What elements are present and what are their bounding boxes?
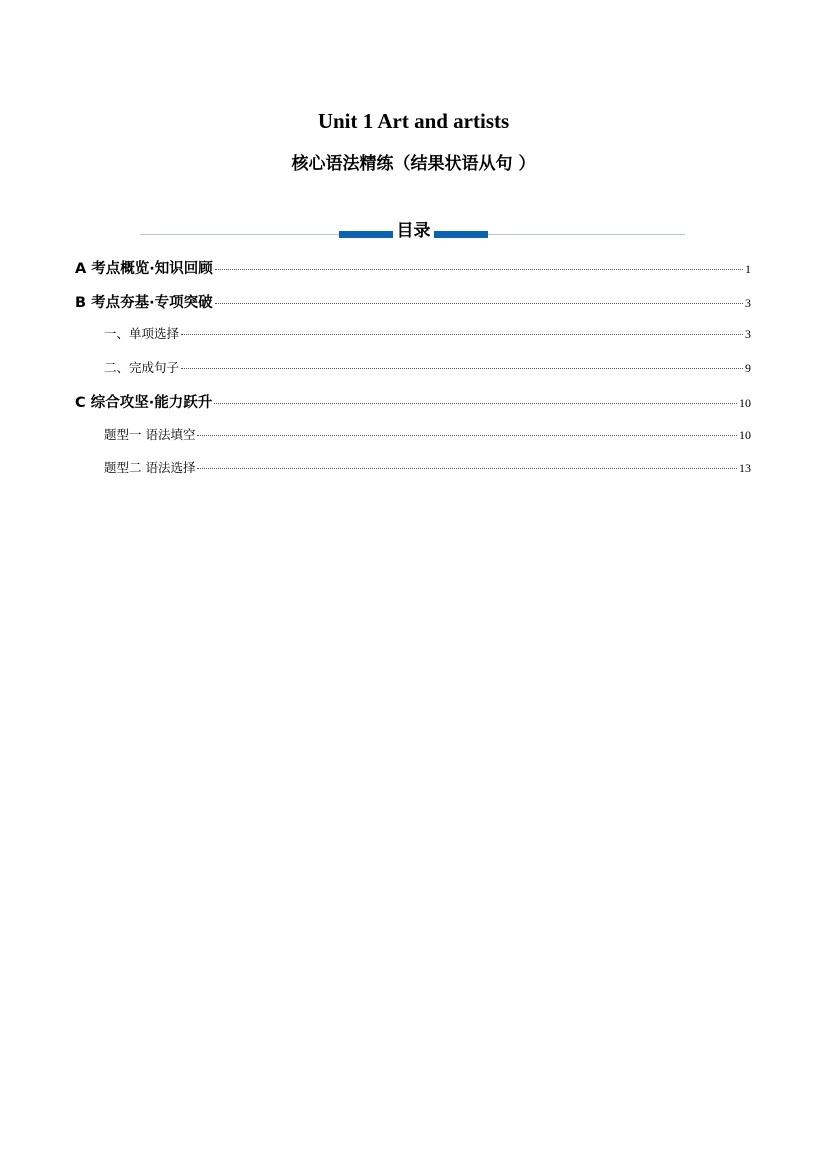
document-subtitle: 核心语法精练（结果状语从句 ）: [291, 154, 536, 174]
toc-dot-leader: [214, 403, 737, 404]
toc-entry-label: 二、完成句子: [104, 360, 180, 375]
toc-entry-b[interactable]: [75, 291, 751, 313]
toc-dot-leader: [215, 269, 743, 270]
toc-entry-label: 题型二 语法选择: [104, 460, 196, 475]
toc-entry-b2[interactable]: [75, 358, 751, 380]
toc-dot-leader: [181, 368, 743, 369]
toc-entry-page: 1: [745, 262, 751, 276]
document-title: Unit 1 Art and artists: [317, 109, 510, 133]
toc-entry-page: 10: [739, 396, 751, 410]
toc-entry-c2[interactable]: [75, 458, 751, 480]
toc-dot-leader: [181, 334, 743, 335]
toc-entry-label: 题型一 语法填空: [104, 427, 196, 442]
toc-entry-c1[interactable]: [75, 425, 751, 447]
toc-entry-label: C 综合攻坚·能力跃升: [75, 395, 213, 411]
toc-entry-a[interactable]: [75, 257, 751, 279]
toc-dot-leader: [197, 435, 737, 436]
toc-entry-page: 3: [745, 327, 751, 341]
toc-entry-b1[interactable]: [75, 324, 751, 346]
toc-header: [140, 218, 685, 244]
toc-dot-leader: [215, 303, 743, 304]
toc-dot-leader: [197, 468, 737, 469]
toc-entry-page: 3: [745, 296, 751, 310]
toc-entry-label: 一、单项选择: [104, 326, 180, 341]
toc-entry-page: 9: [745, 361, 751, 375]
toc-entry-label: B 考点夯基·专项突破: [75, 295, 213, 311]
toc-entry-label: A 考点概览·知识回顾: [75, 261, 213, 277]
toc-entry-page: 10: [739, 428, 751, 442]
toc-entry-c[interactable]: [75, 391, 751, 413]
toc-title: 目录: [393, 219, 434, 243]
toc-header-accent-right: [434, 231, 488, 238]
toc-entry-page: 13: [739, 461, 751, 475]
toc-header-accent-left: [339, 231, 393, 238]
